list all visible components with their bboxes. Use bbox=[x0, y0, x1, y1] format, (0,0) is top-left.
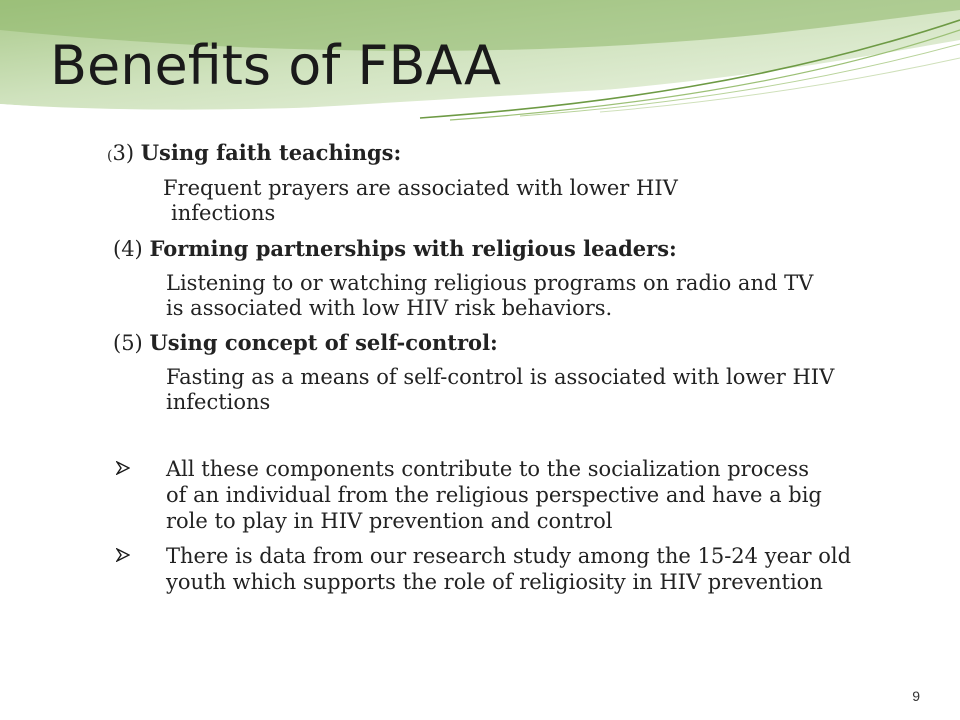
item-3-text-line1: Frequent prayers are associated with lower HIV bbox=[163, 176, 678, 200]
page-number: 9 bbox=[912, 688, 920, 704]
item-3-number: 3) bbox=[112, 141, 135, 165]
arrow-bullet-icon bbox=[116, 548, 130, 562]
bullet-2-line2: youth which supports the role of religiosity in HIV prevention bbox=[166, 570, 823, 594]
item-4-text-line1: Listening to or watching religious programs on radio and TV bbox=[166, 271, 814, 295]
item-3-open-paren: ( bbox=[107, 148, 113, 164]
item-3-heading: Using faith teachings: bbox=[140, 140, 402, 165]
bullet-1-line2: of an individual from the religious perspective and have a big bbox=[166, 483, 822, 507]
bullet-1-line3: role to play in HIV prevention and control bbox=[166, 509, 613, 533]
slide-title: Benefits of FBAA bbox=[50, 34, 501, 97]
item-4-number: (4) bbox=[113, 237, 143, 261]
item-5-heading-line bbox=[113, 330, 498, 356]
bullet-2-line1: There is data from our research study among the 15-24 year old bbox=[166, 544, 852, 568]
arrow-bullet-icon bbox=[116, 461, 130, 475]
item-4-heading: Forming partnerships with religious leaders: bbox=[149, 236, 677, 261]
item-3-heading-line bbox=[107, 140, 401, 169]
bullet-1-line1: All these components contribute to the socialization process bbox=[166, 457, 810, 481]
item-3-text-line2: infections bbox=[171, 201, 276, 225]
item-5-heading: Using concept of self-control: bbox=[149, 330, 498, 355]
item-5-text-line1: Fasting as a means of self-control is associated with lower HIV bbox=[166, 365, 835, 389]
item-5-text-line2: infections bbox=[166, 390, 271, 414]
item-4-heading-line bbox=[113, 236, 677, 262]
item-5-number: (5) bbox=[113, 331, 143, 355]
item-4-text-line2: is associated with low HIV risk behaviors. bbox=[166, 296, 613, 320]
